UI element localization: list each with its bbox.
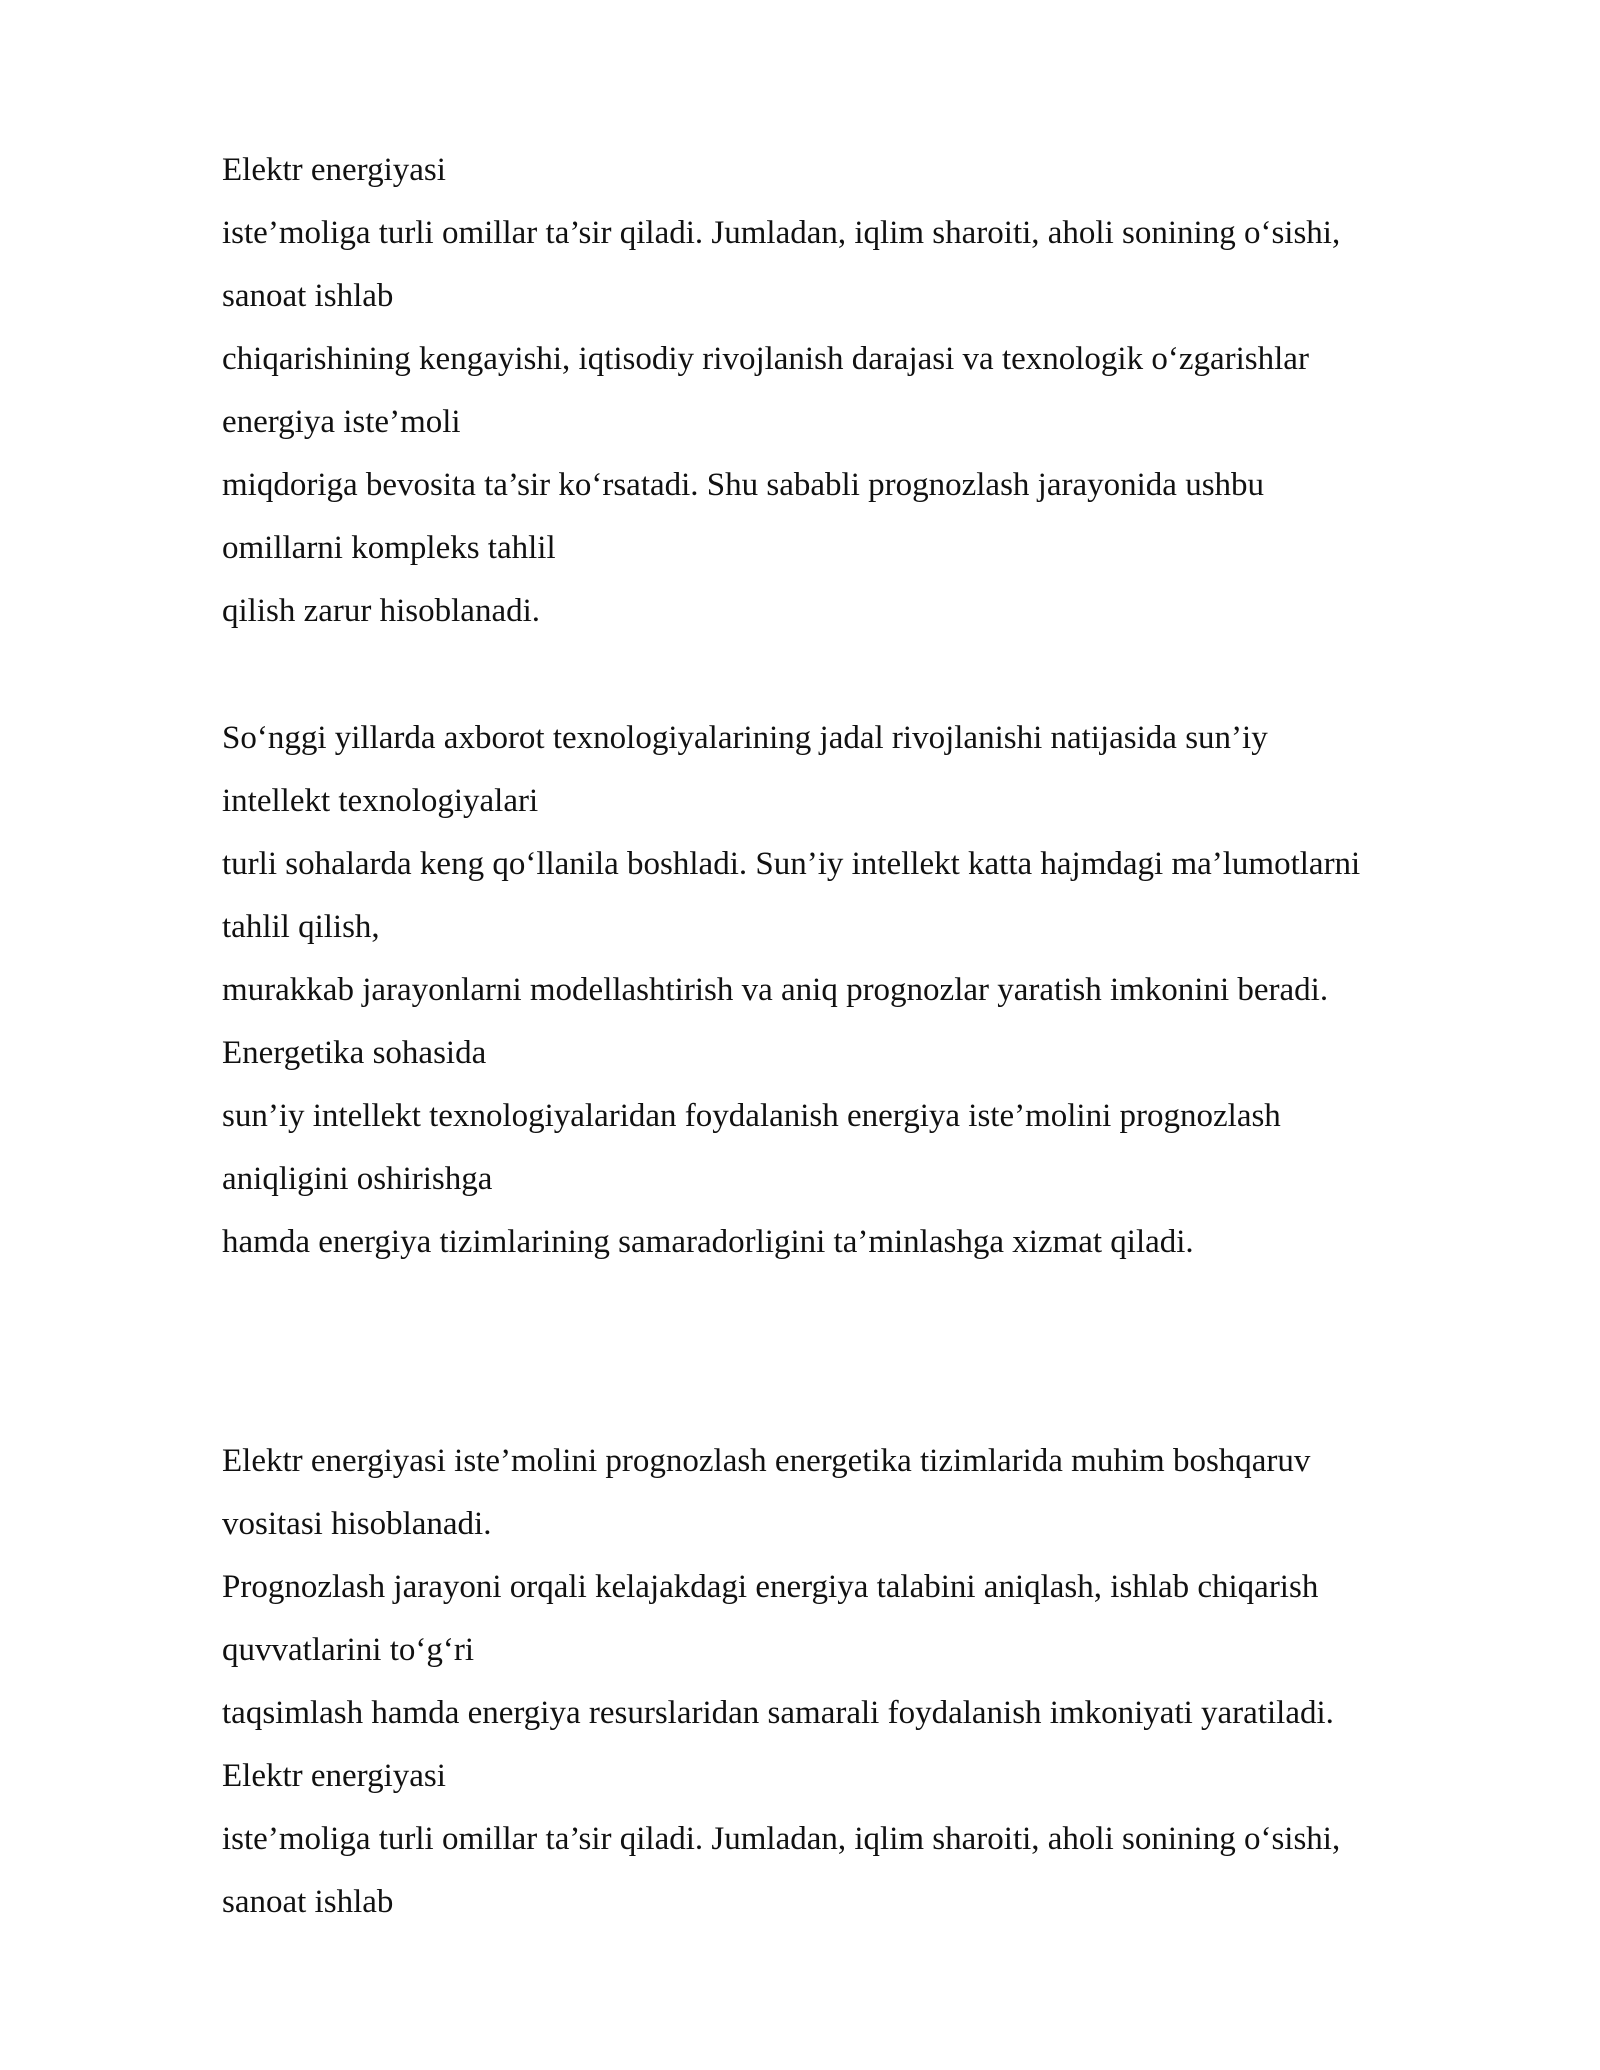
text-line: vositasi hisoblanadi. <box>222 1506 492 1542</box>
text-line: Prognozlash jarayoni orqali kelajakdagi energiya talabini aniqlash, ishlab chiqarish <box>222 1569 1319 1605</box>
text-line: sanoat ishlab <box>222 1884 394 1920</box>
text-line: qilish zarur hisoblanadi. <box>222 593 541 629</box>
text-line: chiqarishining kengayishi, iqtisodiy rivojlanish darajasi va texnologik o‘zgarishlar <box>222 341 1309 377</box>
text-line: murakkab jarayonlarni modellashtirish va aniq prognozlar yaratish imkonini beradi. <box>222 972 1329 1008</box>
text-line: hamda energiya tizimlarining samaradorligini ta’minlashga xizmat qiladi. <box>222 1224 1194 1260</box>
text-line: So‘nggi yillarda axborot texnologiyalarining jadal rivojlanishi natijasida sun’iy <box>222 720 1268 756</box>
paragraph-1 <box>222 139 1522 643</box>
text-line: intellekt texnologiyalari <box>222 783 539 819</box>
text-line: sun’iy intellekt texnologiyalaridan foydalanish energiya iste’molini prognozlash <box>222 1098 1281 1134</box>
text-line: omillarni kompleks tahlil <box>222 530 556 566</box>
text-line: sanoat ishlab <box>222 278 394 314</box>
text-line: Elektr energiyasi iste’molini prognozlash energetika tizimlarida muhim boshqaruv <box>222 1443 1311 1479</box>
text-line: Elektr energiyasi <box>222 1758 446 1794</box>
text-line: tahlil qilish, <box>222 909 380 945</box>
text-line: Energetika sohasida <box>222 1035 487 1071</box>
text-line: iste’moliga turli omillar ta’sir qiladi. Jumladan, iqlim sharoiti, aholi sonining o‘sishi, <box>222 1821 1341 1857</box>
text-line: energiya iste’moli <box>222 404 461 440</box>
text-line: Elektr energiyasi <box>222 152 446 188</box>
paragraph-2 <box>222 707 1522 1274</box>
text-line: miqdoriga bevosita ta’sir ko‘rsatadi. Shu sababli prognozlash jarayonida ushbu <box>222 467 1265 503</box>
paragraph-3 <box>222 1430 1522 1934</box>
text-line: taqsimlash hamda energiya resurslaridan samarali foydalanish imkoniyati yaratiladi. <box>222 1695 1334 1731</box>
text-line: iste’moliga turli omillar ta’sir qiladi. Jumladan, iqlim sharoiti, aholi sonining o‘sishi, <box>222 215 1341 251</box>
text-line: turli sohalarda keng qo‘llanila boshladi. Sun’iy intellekt katta hajmdagi ma’lumotlarni <box>222 846 1361 882</box>
text-line: aniqligini oshirishga <box>222 1161 493 1197</box>
text-line: quvvatlarini to‘g‘ri <box>222 1632 475 1668</box>
